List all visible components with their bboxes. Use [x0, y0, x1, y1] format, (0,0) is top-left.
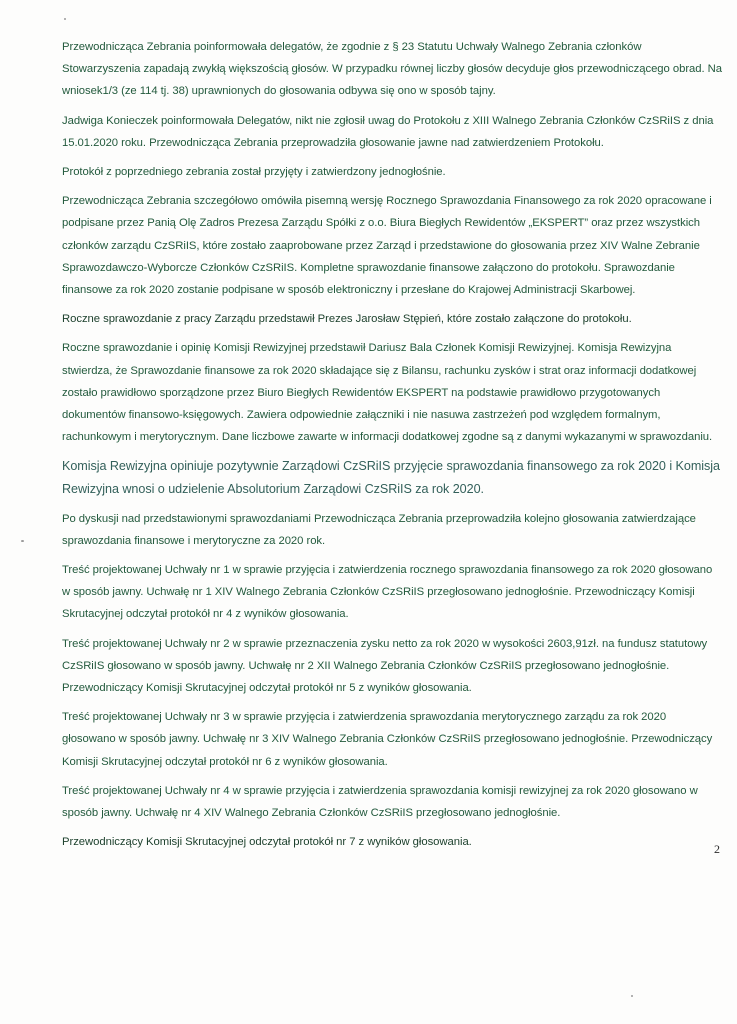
paragraph-protocol-7: Przewodniczący Komisji Skrutacyjnej odczytał protokół nr 7 z wyników głosowania. — [62, 836, 472, 849]
paragraph-resolution-4: Treść projektowanej Uchwały nr 4 w sprawie przyjęcia i zatwierdzenia sprawozdania komisji rewizyjnej za rok 2020 głosowano w sposób jawny. Uchwałę nr 4 XIV Walnego Zebrania Członków CzSRiIS przegłosowano jednogłośnie. — [62, 784, 698, 820]
paragraph-board-report: Roczne sprawozdanie z pracy Zarządu przedstawił Prezes Jarosław Stępień, które zostało załączone do protokołu. — [62, 313, 632, 326]
document-body — [62, 36, 722, 860]
paragraph-resolution-2: Treść projektowanej Uchwały nr 2 w sprawie przeznaczenia zysku netto za rok 2020 w wysokości 2603,91zł. na fundusz statutowy CzSRiIS głosowano w sposób jawny. Uchwałę nr 2 XII Walnego Zebrania Członków CzSRiIS przegłosowano jednogłośnie. Przewodniczący Komisji Skrutacyjnej odczytał protokół nr 5 z wyników głosowania. — [62, 637, 708, 695]
paragraph-resolution-3: Treść projektowanej Uchwały nr 3 w sprawie przyjęcia i zatwierdzenia sprawozdania merytorycznego zarządu za rok 2020 głosowano w sposób jawny. Uchwałę nr 3 XIV Walnego Zebrania Członków CzSRiIS przegłosowano jednogłośnie. Przewodniczący Komisji Skrutacyjnej odczytał protokół nr 6 z wyników głosowania. — [62, 711, 713, 768]
paragraph-financial-report: Przewodnicząca Zebrania szczegółowo omówiła pisemną wersję Rocznego Sprawozdania Finansowego za rok 2020 opracowane i podpisane przez Panią Olę Zadros Prezesa Zarządu Spółki z o.o. Biura Biegłych Rewidentów „EKSPERT” oraz przez wszystkich członków zarządu CzSRiIS, które zostało zaaprobowane przez Zarząd i przedstawione do głosowania przez XIV Walne Zebranie Sprawozdawczo-Wyborcze Członków CzSRiIS. Kompletne sprawozdanie finansowe załączono do protokołu. Sprawozdanie finansowe za rok 2020 zostanie podpisane w sposób elektroniczny i przesłane do Krajowej Administracji Skarbowej. — [62, 195, 712, 297]
scan-speck — [64, 18, 66, 20]
paragraph-discussion: Po dyskusji nad przedstawionymi sprawozdaniami Przewodnicząca Zebrania przeprowadziła kolejno głosowania zatwierdzające sprawozdania finansowe i merytoryczne za 2020 rok. — [62, 512, 696, 547]
page-number: 2 — [714, 842, 720, 856]
paragraph-audit-committee-report: Roczne sprawozdanie i opinię Komisji Rewizyjnej przedstawił Dariusz Bala Członek Komisji Rewizyjnej. Komisja Rewizyjna stwierdza, że Sprawozdanie finansowe za rok 2020 składające się z Bilansu, rachunku zysków i strat oraz informacji dodatkowej zostało prawidłowo sporządzone przez Biuro Biegłych Rewidentów EKSPERT na podstawie prawidłowo przygotowanych dokumentów finansowo-księgowych. Zawiera odpowiednie załączniki i nie nasuwa zastrzeżeń pod względem formalnym, rachunkowym i merytorycznym. Dane liczbowe zawarte w informacji dodatkowej zgodne są z danymi wykazanymi w sprawozdaniu. — [62, 342, 713, 444]
scan-speck — [21, 540, 24, 542]
paragraph-protocol-approved: Protokół z poprzedniego zebrania został przyjęty i zatwierdzony jednogłośnie. — [62, 166, 446, 179]
paragraph-audit-committee-opinion: Komisja Rewizyjna opiniuje pozytywnie Zarządowi CzSRiIS przyjęcie sprawozdania finansowego za rok 2020 i Komisja Rewizyjna wnosi o udzielenie Absolutorium Zarządowi CzSRiIS za rok 2020. — [62, 459, 720, 497]
scan-speck — [631, 995, 633, 997]
paragraph-voting-rules: Przewodnicząca Zebrania poinformowała delegatów, że zgodnie z § 23 Statutu Uchwały Walnego Zebrania członków Stowarzyszenia zapadają zwykłą większością głosów. W przypadku równej liczby głosów decyduje głos przewodniczącego obrad. Na wniosek1/3 (ze 114 tj. 38) uprawnionych do głosowania odbywa się ono w sposób tajny. — [62, 41, 723, 98]
paragraph-resolution-1: Treść projektowanej Uchwały nr 1 w sprawie przyjęcia i zatwierdzenia rocznego sprawozdania finansowego za rok 2020 głosowano w sposób jawny. Uchwałę nr 1 XIV Walnego Zebrania Członków CzSRiIS przegłosowano jednogłośnie. Przewodniczący Komisji Skrutacyjnej odczytał protokół nr 4 z wyników głosowania. — [62, 564, 713, 621]
paragraph-previous-protocol-remarks: Jadwiga Konieczek poinformowała Delegatów, nikt nie zgłosił uwag do Protokołu z XIII Walnego Zebrania Członków CzSRiIS z dnia 15.01.2020 roku. Przewodnicząca Zebrania przeprowadziła głosowanie jawne nad zatwierdzeniem Protokołu. — [62, 114, 714, 149]
